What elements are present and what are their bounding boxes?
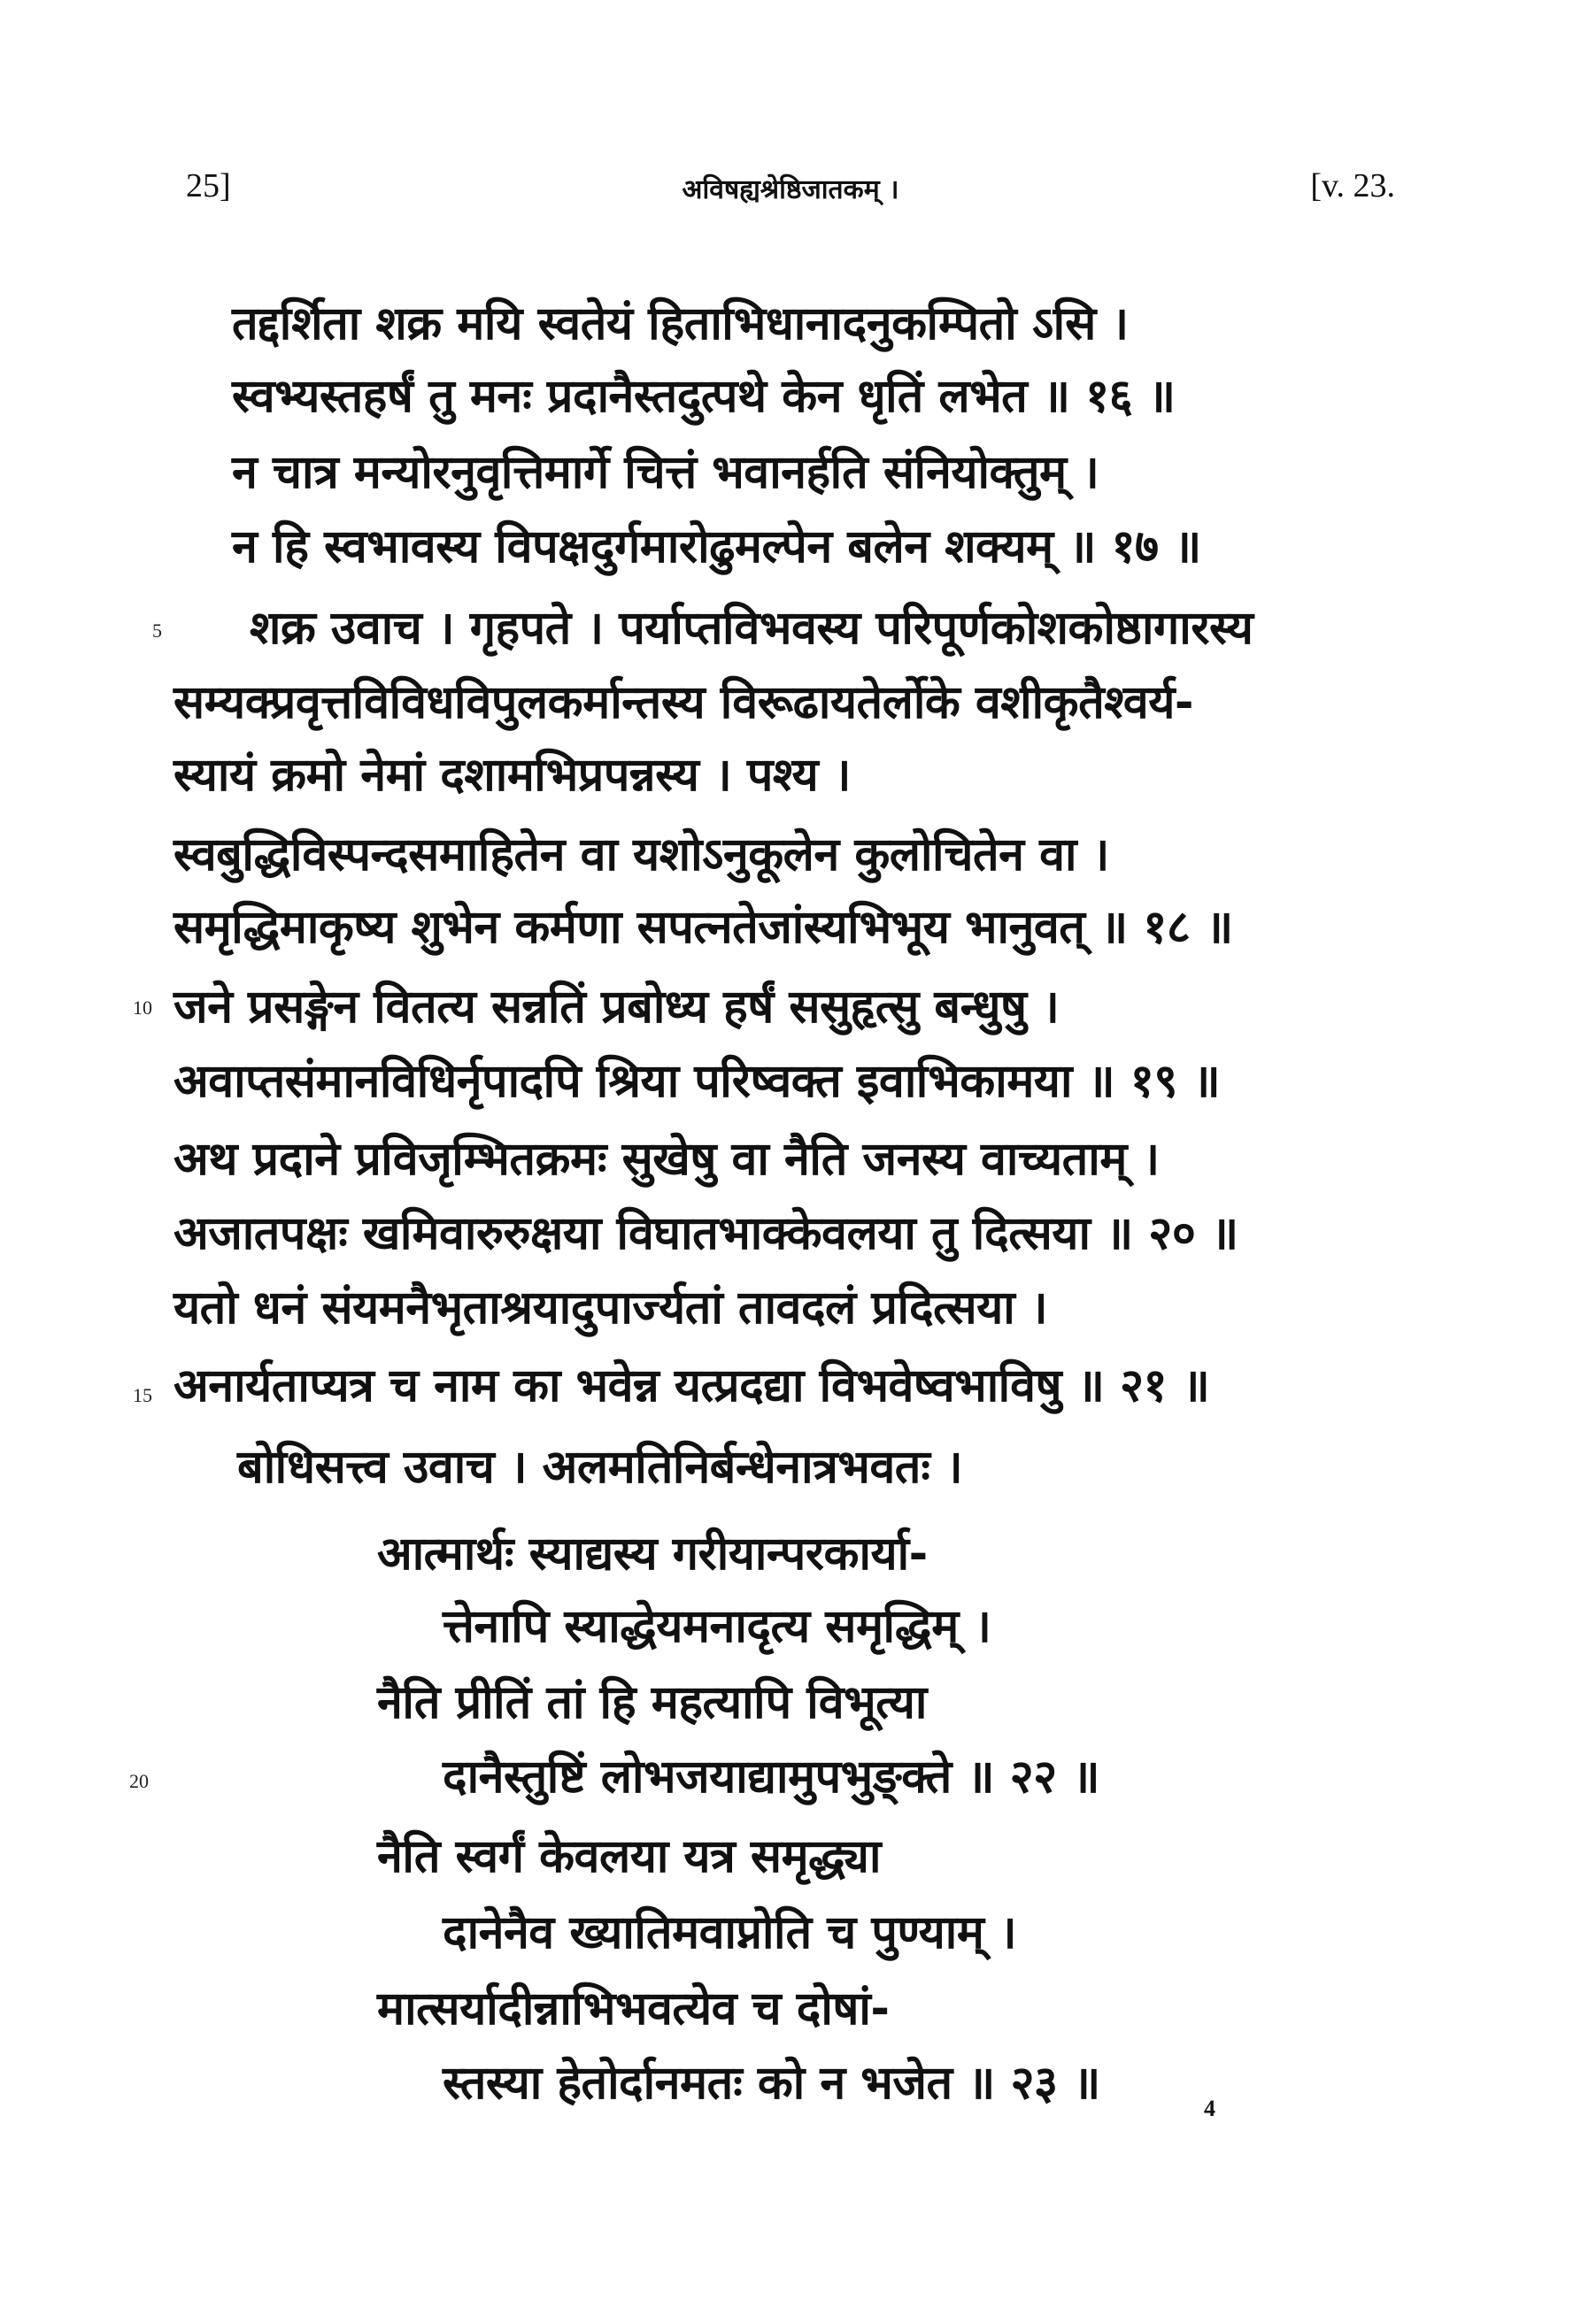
text-line: अथ प्रदाने प्रविजृम्भितक्रमः सुखेषु वा नैति जनस्य वाच्यताम् । (174, 1133, 1160, 1186)
verse-line: त्तेनापि स्याद्धेयमनादृत्य समृद्धिम् । (443, 1600, 991, 1653)
verse-line: मात्सर्यादीन्नाभिभवत्येव च दोषां- (377, 1982, 890, 2035)
text-line: न हि स्वभावस्य विपक्षदुर्गमारोढुमल्पेन बलेन शक्यम् ॥ १७ ॥ (232, 520, 1201, 573)
text-line: यतो धनं संयमनैभृताश्रयादुपार्ज्यतां तावदलं प्रदित्सया । (174, 1281, 1048, 1335)
verse-line: आत्मार्थः स्याद्यस्य गरीयान्परकार्या- (377, 1528, 928, 1581)
verse-line: दानेनैव ख्यातिमवाप्नोति च पुण्याम् । (443, 1906, 1017, 1959)
text-line: स्यायं क्रमो नेमां दशामभिप्रपन्नस्य । पश्य । (174, 749, 851, 802)
signature-mark: 4 (1204, 2096, 1215, 2121)
verse-line: नैति प्रीतिं तां हि महत्यापि विभूत्या (377, 1676, 927, 1729)
text-line: समृद्धिमाकृष्य शुभेन कर्मणा सपत्नतेजांस्यभिभूय भानुवत् ॥ १८ ॥ (174, 901, 1233, 954)
line-number: 10 (133, 997, 152, 1019)
text-line: अनार्यताप्यत्र च नाम का भवेन्न यत्प्रदद्या विभवेष्वभाविषु ॥ २१ ॥ (174, 1359, 1210, 1412)
line-number: 5 (152, 619, 162, 642)
text-line: सम्यक्प्रवृत्तविविधविपुलकर्मान्तस्य विरूढायतेर्लोके वशीकृतैश्वर्य- (174, 676, 1193, 729)
text-line: अवाप्तसंमानविधिर्नृपादपि श्रिया परिष्वक्त इवाभिकामया ॥ १९ ॥ (174, 1055, 1221, 1108)
verse-reference: [v. 23. (1310, 167, 1395, 204)
text-line: अजातपक्षः खमिवारुरुक्षया विघातभाक्केवलया तु दित्सया ॥ २० ॥ (174, 1207, 1238, 1260)
text-line: स्वभ्यस्तहर्षं तु मनः प्रदानैस्तदुत्पथे केन धृतिं लभेत ॥ १६ ॥ (232, 370, 1176, 423)
verse-line: नैति स्वर्गं केवलया यत्र समृद्ध्या (377, 1830, 881, 1883)
line-number: 20 (129, 1770, 149, 1792)
running-header (0, 166, 1581, 219)
page-reference: 25] (186, 167, 231, 204)
verse-line: स्तस्या हेतोर्दानमतः को न भजेत ॥ २३ ॥ (443, 2057, 1100, 2110)
running-title: अविषह्यश्रेष्ठिजातकम् । (682, 174, 899, 205)
text-line: जने प्रसङ्गेन वितत्य सन्नतिं प्रबोध्य हर्षं ससुहृत्सु बन्धुषु । (174, 981, 1060, 1034)
text-line: तद्दर्शिता शक्र मयि स्वतेयं हिताभिधानादनुकम्पितो ऽसि । (232, 297, 1129, 350)
verse-line: दानैस्तुष्टिं लोभजयाद्यामुपभुङ्क्ते ॥ २२ ॥ (443, 1751, 1099, 1804)
text-line: बोधिसत्त्व उवाच । अलमतिनिर्बन्धेनात्रभवतः । (237, 1441, 963, 1494)
text-line: शक्र उवाच । गृहपते । पर्याप्तविभवस्य परिपूर्णकोशकोष्ठागारस्य (250, 602, 1253, 655)
text-line: न चात्र मन्योरनुवृत्तिमार्गे चित्तं भवानर्हति संनियोक्तुम् । (232, 446, 1099, 499)
line-number: 15 (133, 1384, 152, 1406)
text-line: स्वबुद्धिविस्पन्दसमाहितेन वा यशोऽनुकूलेन कुलोचितेन वा । (174, 828, 1109, 881)
